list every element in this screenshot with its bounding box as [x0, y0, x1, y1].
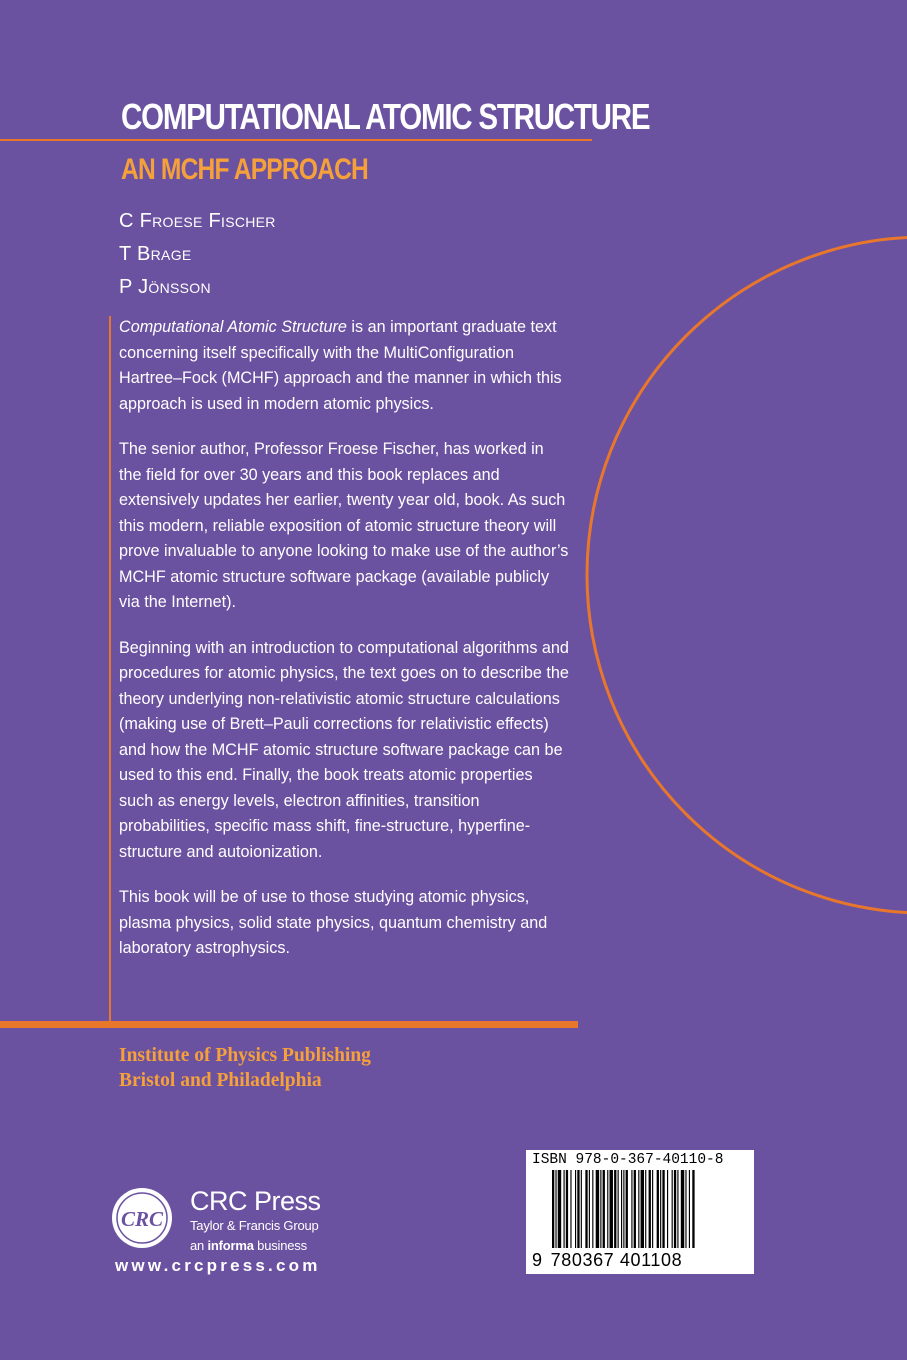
crc-group: Taylor & Francis Group [190, 1218, 319, 1233]
blurb-paragraph-2: The senior author, Professor Froese Fischer, has worked in the field for over 30 years and this book replaces and extensively updates her earlier, twenty year old, book. As such this modern, reliable exposition of atomic structure theory will prove invaluable to anyone looking to make use of the author’s MCHF atomic structure software package (available publicly via the Internet). [119, 440, 569, 611]
blurb-side-rule [109, 316, 111, 1022]
barcode-bar [610, 1170, 613, 1248]
barcode-bar [623, 1170, 624, 1248]
barcode-bar [581, 1170, 582, 1248]
barcode-bar [555, 1170, 556, 1248]
author-name: T Brage [119, 243, 192, 265]
publisher-imprint [119, 1043, 371, 1093]
crc-business-suffix: business [253, 1238, 307, 1253]
barcode-bar [660, 1170, 661, 1248]
barcode-bar [607, 1170, 608, 1248]
blurb-book-title: Computational Atomic Structure [119, 318, 347, 336]
barcode-left-digits: 780367 [550, 1250, 615, 1270]
barcode-bar [577, 1170, 579, 1248]
publisher-location: Bristol and Philadelphia [119, 1070, 322, 1091]
barcode-bar [603, 1170, 605, 1248]
barcode-bar [592, 1170, 593, 1248]
blurb-paragraph-4: This book will be of use to those studying atomic physics, plasma physics, solid state physics, quantum chemistry and laboratory astrophysics. [119, 888, 548, 957]
barcode-bar [566, 1170, 568, 1248]
author-name: P Jönsson [119, 276, 211, 298]
barcode-bars [552, 1170, 742, 1254]
barcode-bar [585, 1170, 587, 1248]
barcode-bar [618, 1170, 619, 1248]
crc-press-branding [190, 1186, 321, 1256]
barcode-bar [614, 1170, 616, 1248]
barcode-bar [638, 1170, 639, 1248]
book-subtitle: AN MCHF APPROACH [121, 153, 368, 186]
barcode-bar [652, 1170, 653, 1248]
blurb-bottom-rule [0, 1021, 578, 1028]
author-name: C Froese Fischer [119, 210, 276, 232]
barcode-bar [558, 1170, 561, 1248]
barcode-bar [681, 1170, 684, 1248]
barcode-bar [649, 1170, 651, 1248]
crc-logo-text: CRC [120, 1207, 164, 1231]
barcode-bar [634, 1170, 636, 1248]
title-rule [0, 139, 592, 141]
barcode-bar [667, 1170, 668, 1248]
blurb-text [119, 315, 569, 962]
barcode-bar [600, 1170, 601, 1248]
barcode-bar [631, 1170, 632, 1248]
blurb-paragraph-1 [119, 315, 569, 417]
crc-business-line [190, 1236, 321, 1256]
isbn-label: ISBN 978-0-367-40110-8 [532, 1152, 724, 1168]
barcode-bar [657, 1170, 659, 1248]
barcode-bar [685, 1170, 686, 1248]
publisher-name: Institute of Physics Publishing [119, 1045, 371, 1066]
barcode-digits [532, 1250, 682, 1271]
barcode-bar [570, 1170, 571, 1248]
barcode-bar [662, 1170, 664, 1248]
barcode-bar [692, 1170, 694, 1248]
crc-logo-icon [110, 1186, 174, 1250]
barcode-bar [641, 1170, 644, 1248]
crc-business-bold: informa [207, 1238, 254, 1253]
blurb-paragraph-1-text: is an important graduate text concerning itself specifically with the MultiConfiguration Hartree–Fock (MCHF) approach and the manner in which this approach is used in modern atomic physics. [119, 318, 562, 413]
barcode-lead-digit: 9 [532, 1250, 543, 1270]
barcode-bar [689, 1170, 690, 1248]
barcode-bar [596, 1170, 599, 1248]
barcode-bar [564, 1170, 565, 1248]
barcode-right-digits: 401108 [619, 1250, 683, 1270]
barcode-bar [626, 1170, 628, 1248]
author-list [119, 208, 276, 307]
blurb-paragraph-3: Beginning with an introduction to computational algorithms and procedures for atomic physics, the text goes on to describe the theory underlying non-relativistic atomic structure calculations (making use of Brett–Pauli corrections for relativistic effects) and how the MCHF atomic structure software package can be used to this end. Finally, the book treats atomic properties such as energy levels, electron affinities, transition probabilities, specific mass shift, fine-structure, hyperfine-structure and autoionization. [119, 638, 569, 861]
crc-press-name: CRC Press [190, 1186, 321, 1216]
crc-website-url: www.crcpress.com [115, 1256, 321, 1275]
barcode-bar [674, 1170, 676, 1248]
barcode-bar [672, 1170, 673, 1248]
barcode-bar [552, 1170, 554, 1248]
barcode-bar [589, 1170, 590, 1248]
book-title: COMPUTATIONAL ATOMIC STRUCTURE [121, 96, 650, 137]
crc-business-prefix: an [190, 1238, 208, 1253]
isbn-barcode [526, 1150, 754, 1274]
barcode-bar [621, 1170, 622, 1248]
barcode-bar [677, 1170, 678, 1248]
barcode-bar [645, 1170, 646, 1248]
barcode-bar [575, 1170, 576, 1248]
